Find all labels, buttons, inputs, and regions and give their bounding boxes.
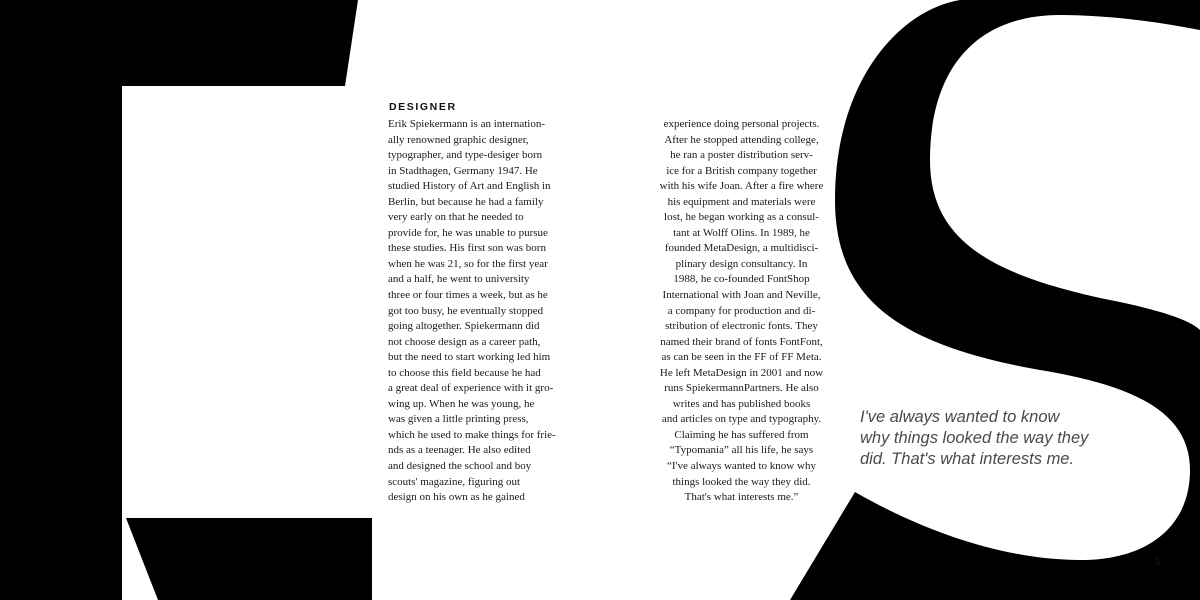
text-line: to choose this field because he had <box>388 366 541 379</box>
text-line: three or four times a week, but as he <box>388 289 548 302</box>
text-line: he ran a poster distribution serv- <box>670 149 813 162</box>
text-line: After he stopped attending college, <box>664 133 819 146</box>
text-line: Erik Spiekermann is an internation- <box>388 118 546 130</box>
text-line: That's what interests me.” <box>684 491 799 504</box>
text-line: things looked the way they did. <box>672 475 811 488</box>
text-line: provide for, he was unable to pursue <box>388 226 548 239</box>
text-line: got too busy, he eventually stopped <box>388 304 544 317</box>
text-line: I've always wanted to know <box>860 408 1060 426</box>
text-line: a great deal of experience with it gro- <box>388 382 554 395</box>
text-line: did. That's what interests me. <box>860 450 1075 468</box>
bio-column-left <box>388 117 563 506</box>
text-line: design on his own as he gained <box>388 491 525 504</box>
text-line: and designed the school and boy <box>388 460 532 473</box>
text-line: and articles on type and typography. <box>661 413 822 426</box>
text-line: as can be seen in the FF of FF Meta. <box>661 351 822 364</box>
text-line: but the need to start working led him <box>388 351 551 364</box>
text-line: ally renowned graphic designer, <box>388 133 529 146</box>
text-line: 1988, he co-founded FontShop <box>673 273 810 286</box>
text-line: ice for a British company together <box>666 164 817 177</box>
text-line: why things looked the way they <box>860 429 1089 447</box>
text-line: runs SpiekermannPartners. He also <box>664 382 819 395</box>
text-line: typographer, and type-desiger born <box>388 149 543 162</box>
text-line: wing up. When he was young, he <box>388 397 535 410</box>
text-line: “I've always wanted to know why <box>667 460 816 473</box>
text-line: stribution of electronic fonts. They <box>665 320 818 333</box>
text-line: going altogether. Spiekermann did <box>388 320 540 333</box>
text-line: writes and has published books <box>672 397 811 410</box>
text-line: Claiming he has suffered from <box>674 428 809 441</box>
text-line: his equipment and materials were <box>667 195 816 208</box>
giant-letter-e <box>0 0 372 600</box>
text-line: experience doing personal projects. <box>663 118 820 130</box>
letter-e-right-block <box>126 86 372 600</box>
text-line: was given a little printing press, <box>388 413 529 426</box>
text-line: a company for production and di- <box>667 304 816 317</box>
text-line: in Stadthagen, Germany 1947. He <box>388 164 538 177</box>
text-line: He left MetaDesign in 2001 and now <box>659 366 824 379</box>
text-line: when he was 21, so for the first year <box>388 257 548 270</box>
text-line: International with Joan and Neville, <box>662 289 821 302</box>
text-line: and a half, he went to university <box>388 273 530 286</box>
text-line: lost, he began working as a consul- <box>664 211 819 224</box>
pull-quote <box>860 407 1160 470</box>
text-line: “Typomania” all his life, he says <box>669 444 814 457</box>
text-line: named their brand of fonts FontFont, <box>660 335 823 348</box>
text-line: not choose design as a career path, <box>388 335 541 348</box>
letter-e-left-block <box>0 0 358 600</box>
text-line: tant at Wolff Olins. In 1989, he <box>673 226 810 239</box>
text-line: which he used to make things for frie- <box>388 428 556 441</box>
text-line: Berlin, but because he had a family <box>388 195 544 208</box>
text-line: these studies. His first son was born <box>388 242 546 255</box>
text-line: with his wife Joan. After a fire where <box>659 180 824 193</box>
page-number: 5 <box>1155 557 1160 568</box>
text-line: nds as a teenager. He also edited <box>388 444 531 457</box>
text-line: studied History of Art and English in <box>388 180 551 193</box>
text-line: founded MetaDesign, a multidisci- <box>664 242 819 255</box>
section-heading: DESIGNER <box>389 101 457 113</box>
text-line: scouts' magazine, figuring out <box>388 475 521 488</box>
bio-column-right <box>654 117 829 506</box>
text-line: plinary design consultancy. In <box>675 257 808 270</box>
text-line: very early on that he needed to <box>388 211 524 224</box>
